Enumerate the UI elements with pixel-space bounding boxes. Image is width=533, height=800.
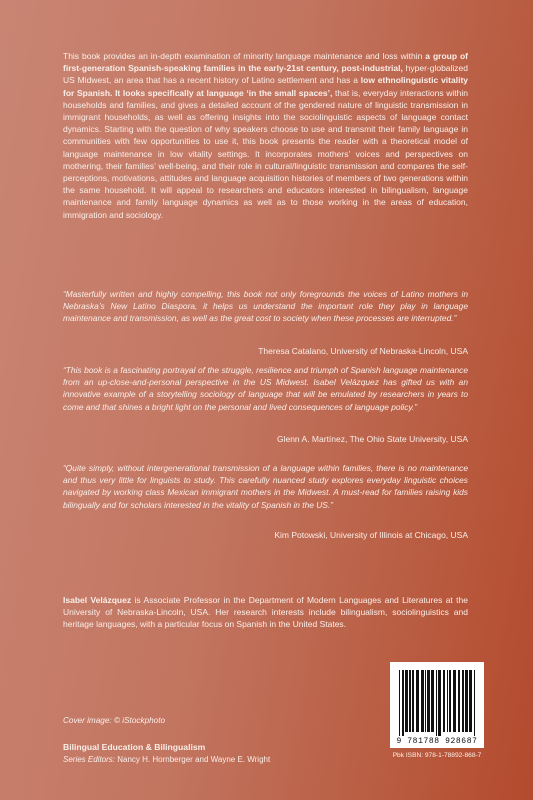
barcode-bar: [421, 670, 424, 732]
barcode-bar: [469, 670, 472, 732]
blurb-bold-1: a group of first-generation Spanish-speaking families in the early-21st century, post-industrial,: [63, 51, 468, 74]
barcode-bar: [409, 670, 411, 732]
barcode-bar: [465, 670, 468, 732]
endorsement-quote-1: “Masterfully written and highly compelling, this book not only foregrounds the voices of Latino mothers in Nebraska’s New Latino Diaspora, it helps us understand the important role they play in language maintenance and transmission, as well as the great cost to society when these processes are interrupted.”: [63, 289, 468, 324]
book-description: [63, 50, 468, 221]
barcode-bar: [436, 670, 437, 736]
blurb-text-3: that is, everyday interactions within households and families, and gives a detailed account of the gendered nature of linguistic transmission in immigrant households, as well as offering insights into the sociolinguistic aspects of language contact dynamics. Starting with the question of why speakers choose to use and transmit their family language in communities with few opportunities to use it, this book presents the reader with a theoretical model of language maintenance in low vitality settings. It incorporates mothers’ voices and perspectives on mothering, their families’ well-being, and their role in cultural/linguistic transmission and compares the self-perceptions, motivations, attitudes and language acquisition histories of members of two generations within the same household. It will appeal to researchers and educators interested in bilingualism, language maintenance and family language dynamics as well as to those working in the areas of education, immigration and sociology.: [63, 87, 468, 220]
barcode-bar: [431, 670, 434, 732]
barcode-bar: [438, 670, 441, 736]
barcode-bar: [416, 670, 419, 732]
endorsement-attribution-1: Theresa Catalano, University of Nebraska-Lincoln, USA: [258, 346, 468, 356]
barcode-bar: [399, 670, 400, 736]
author-bio: [63, 594, 468, 631]
barcode: [390, 662, 484, 748]
barcode-bar: [443, 670, 445, 732]
series-editors-label: Series Editors:: [63, 755, 116, 764]
barcode-digits: 9 781788 928687: [396, 737, 478, 746]
barcode-bar: [447, 670, 448, 732]
barcode-bar: [462, 670, 464, 732]
endorsement-attribution-2: Glenn A. Martínez, The Ohio State University, USA: [276, 434, 468, 444]
blurb-text-2: hyper-globalized US Midwest, an area that has a recent history of Latino settlement and has a: [63, 63, 469, 86]
endorsement-quote-2: “This book is a fascinating portrayal of the struggle, resilience and triumph of Spanish language maintenance from an up-close-and-personal perspective in the US Midwest. Isabel Velázquez has gifted us with an innovative example of a storytelling sociology of language that will be emulated by researchers in years to come and that shines a bright light on the personal and lived consequences of language policy.”: [63, 365, 468, 412]
author-bio-text: is Associate Professor in the Department of Modern Languages and Literatures at the University of Nebraska-Lincoln, USA. Her research interests include bilingualism, sociolinguistics and heritage languages, with a particular focus on Spanish in the United States.: [63, 595, 468, 630]
cover-image-credit: Cover image: © iStockphoto: [63, 716, 166, 725]
series-editors: [63, 755, 270, 764]
barcode-bar: [405, 670, 408, 732]
barcode-bar: [402, 670, 404, 736]
barcode-bar: [425, 670, 426, 732]
barcode-bar: [458, 670, 460, 732]
author-name: Isabel Velázquez: [63, 595, 132, 605]
barcode-bar: [427, 670, 430, 732]
blurb-text-1: This book provides an in-depth examination of minority language maintenance and loss within: [63, 51, 426, 61]
barcode-bar: [453, 670, 456, 732]
isbn-label: Pbk ISBN: 978-1-78892-868-7: [392, 752, 482, 759]
endorsement-attribution-3: Kim Potowski, University of Illinois at Chicago, USA: [274, 530, 468, 540]
blurb-bold-2: low ethnolinguistic vitality for Spanish. It looks specifically at language ‘in the small spaces’,: [63, 75, 468, 98]
barcode-bars: [390, 662, 484, 748]
barcode-bar: [449, 670, 451, 732]
series-editors-names: Nancy H. Hornberger and Wayne E. Wright: [115, 755, 271, 764]
barcode-bar: [474, 670, 475, 736]
endorsement-quote-3: “Quite simply, without intergenerational transmission of a language within families, there is no maintenance and thus very little for linguists to study. This carefully nuanced study explores everyday linguistic choices navigated by working class Mexican immigrant mothers in the Midwest. A must-read for families raising kids bilingually and for scholars interested in the vitality of Spanish in the US.”: [63, 463, 468, 510]
series-title: Bilingual Education & Bilingualism: [63, 742, 206, 752]
barcode-bar: [412, 670, 414, 732]
